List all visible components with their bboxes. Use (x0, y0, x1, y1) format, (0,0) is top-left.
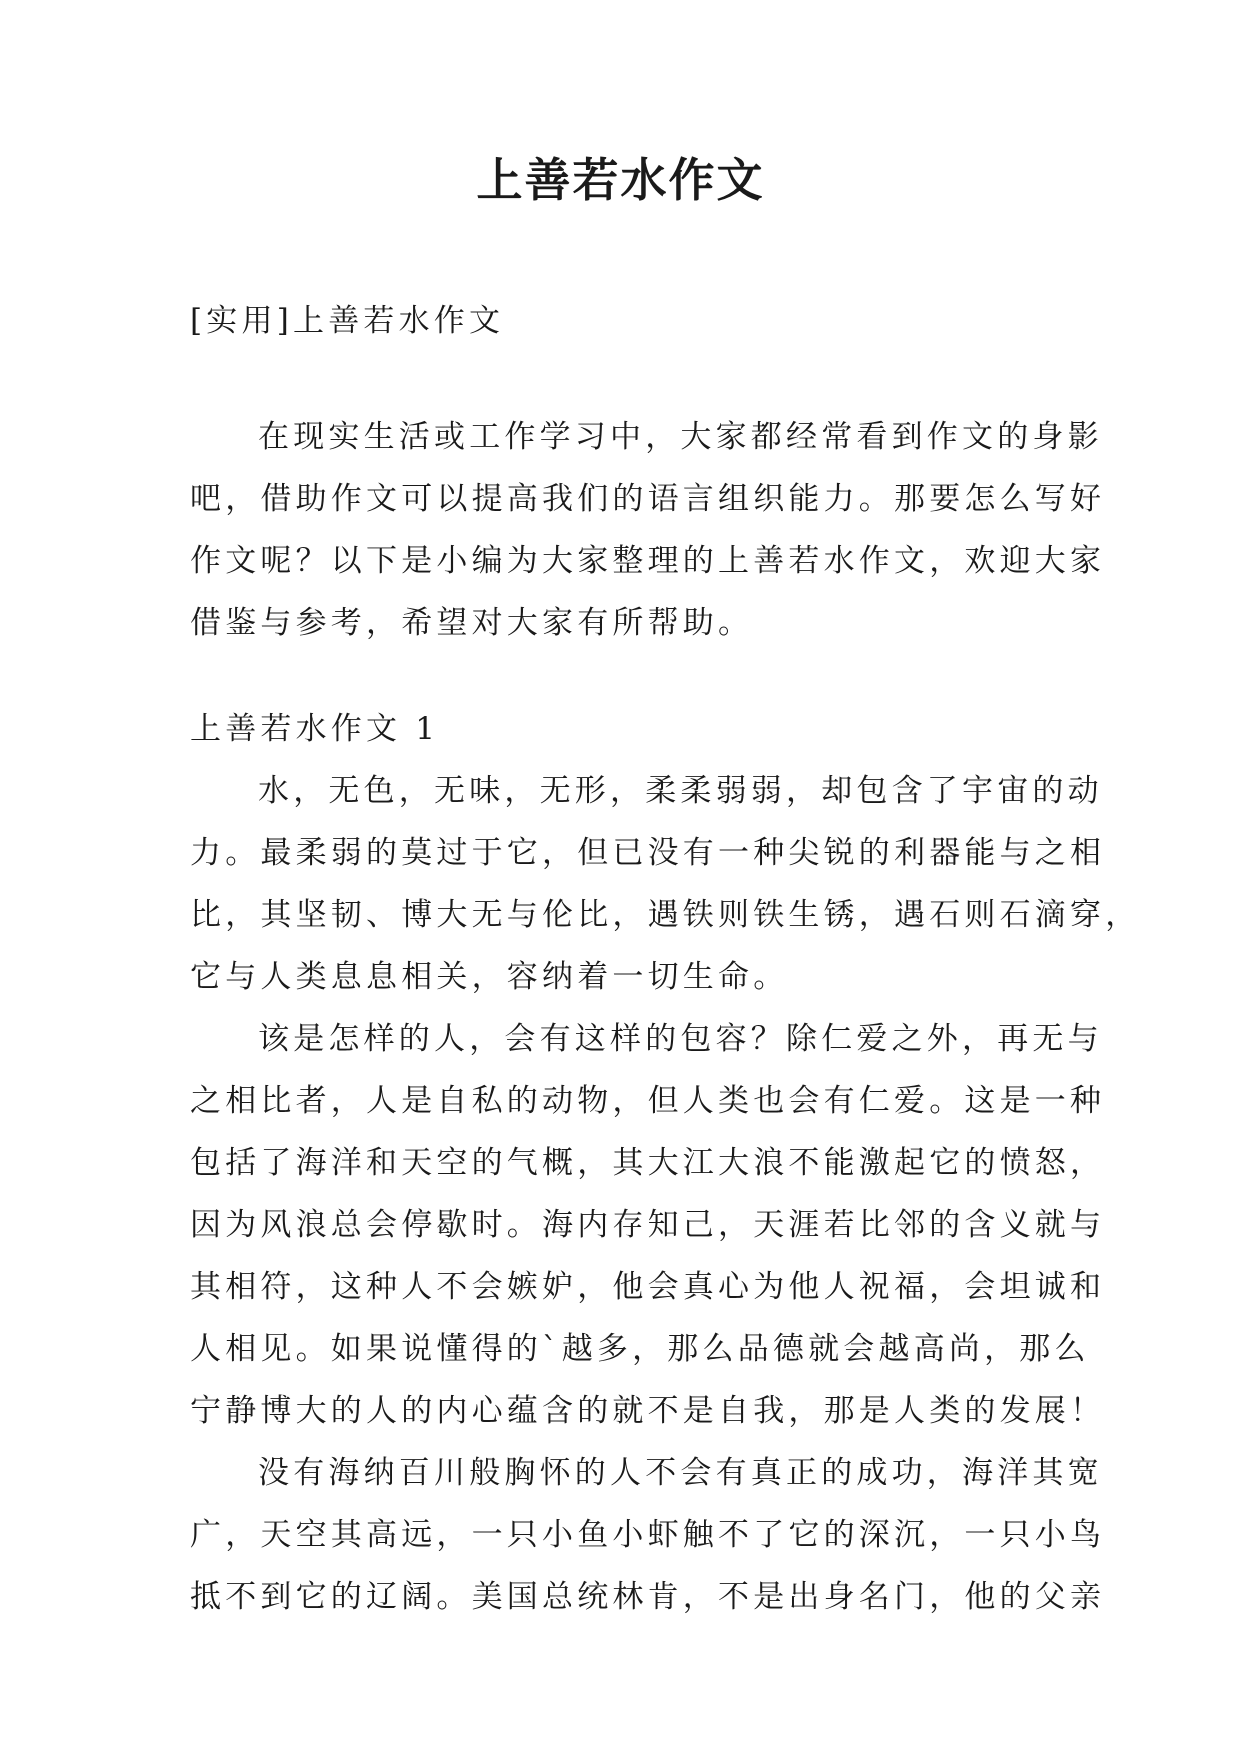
intro-paragraph (190, 406, 1106, 654)
body-paragraph-2 (190, 1008, 1106, 1442)
text-line: 其相符，这种人不会嫉妒，他会真心为他人祝福，会坦诚和 (190, 1269, 1106, 1305)
text-line: 比，其坚韧、博大无与伦比，遇铁则铁生锈，遇石则石滴穿， (190, 897, 1141, 933)
body-paragraph-1 (190, 760, 1141, 1008)
text-line: 该是怎样的人，会有这样的包容？除仁爱之外，再无与 (258, 1021, 1103, 1057)
text-line: 之相比者，人是自私的动物，但人类也会有仁爱。这是一种 (190, 1083, 1106, 1119)
text-line: 没有海纳百川般胸怀的人不会有真正的成功，海洋其宽 (258, 1455, 1103, 1491)
text-line: 广，天空其高远，一只小鱼小虾触不了它的深沉，一只小鸟 (190, 1517, 1106, 1553)
text-line: 在现实生活或工作学习中，大家都经常看到作文的身影 (258, 419, 1103, 455)
text-line: 借鉴与参考，希望对大家有所帮助。 (190, 605, 754, 641)
spacer (190, 352, 1058, 406)
document-body (190, 290, 1141, 1628)
text-line: 水，无色，无味，无形，柔柔弱弱，却包含了宇宙的动 (258, 773, 1103, 809)
text-line: 宁静博大的人的内心蕴含的就不是自我，那是人类的发展！ (190, 1393, 1106, 1429)
text-line: 包括了海洋和天空的气概，其大江大浪不能激起它的愤怒， (190, 1145, 1106, 1181)
text-line: 人相见。如果说懂得的`越多，那么品德就会越高尚，那么 (190, 1331, 1090, 1367)
document-subtitle: [实用]上善若水作文 (190, 303, 505, 339)
text-line: 作文呢？以下是小编为大家整理的上善若水作文，欢迎大家 (190, 543, 1106, 579)
text-line: 力。最柔弱的莫过于它，但已没有一种尖锐的利器能与之相 (190, 835, 1106, 871)
section-heading: 上善若水作文 1 (190, 711, 440, 747)
text-line: 吧，借助作文可以提高我们的语言组织能力。那要怎么写好 (190, 481, 1106, 517)
text-line: 抵不到它的辽阔。美国总统林肯，不是出身名门，他的父亲 (190, 1579, 1106, 1615)
spacer (190, 654, 1058, 698)
text-line: 它与人类息息相关，容纳着一切生命。 (190, 959, 789, 995)
body-paragraph-3 (190, 1442, 1106, 1628)
text-line: 因为风浪总会停歇时。海内存知己，天涯若比邻的含义就与 (190, 1207, 1106, 1243)
document-title: 上善若水作文 (476, 153, 765, 207)
